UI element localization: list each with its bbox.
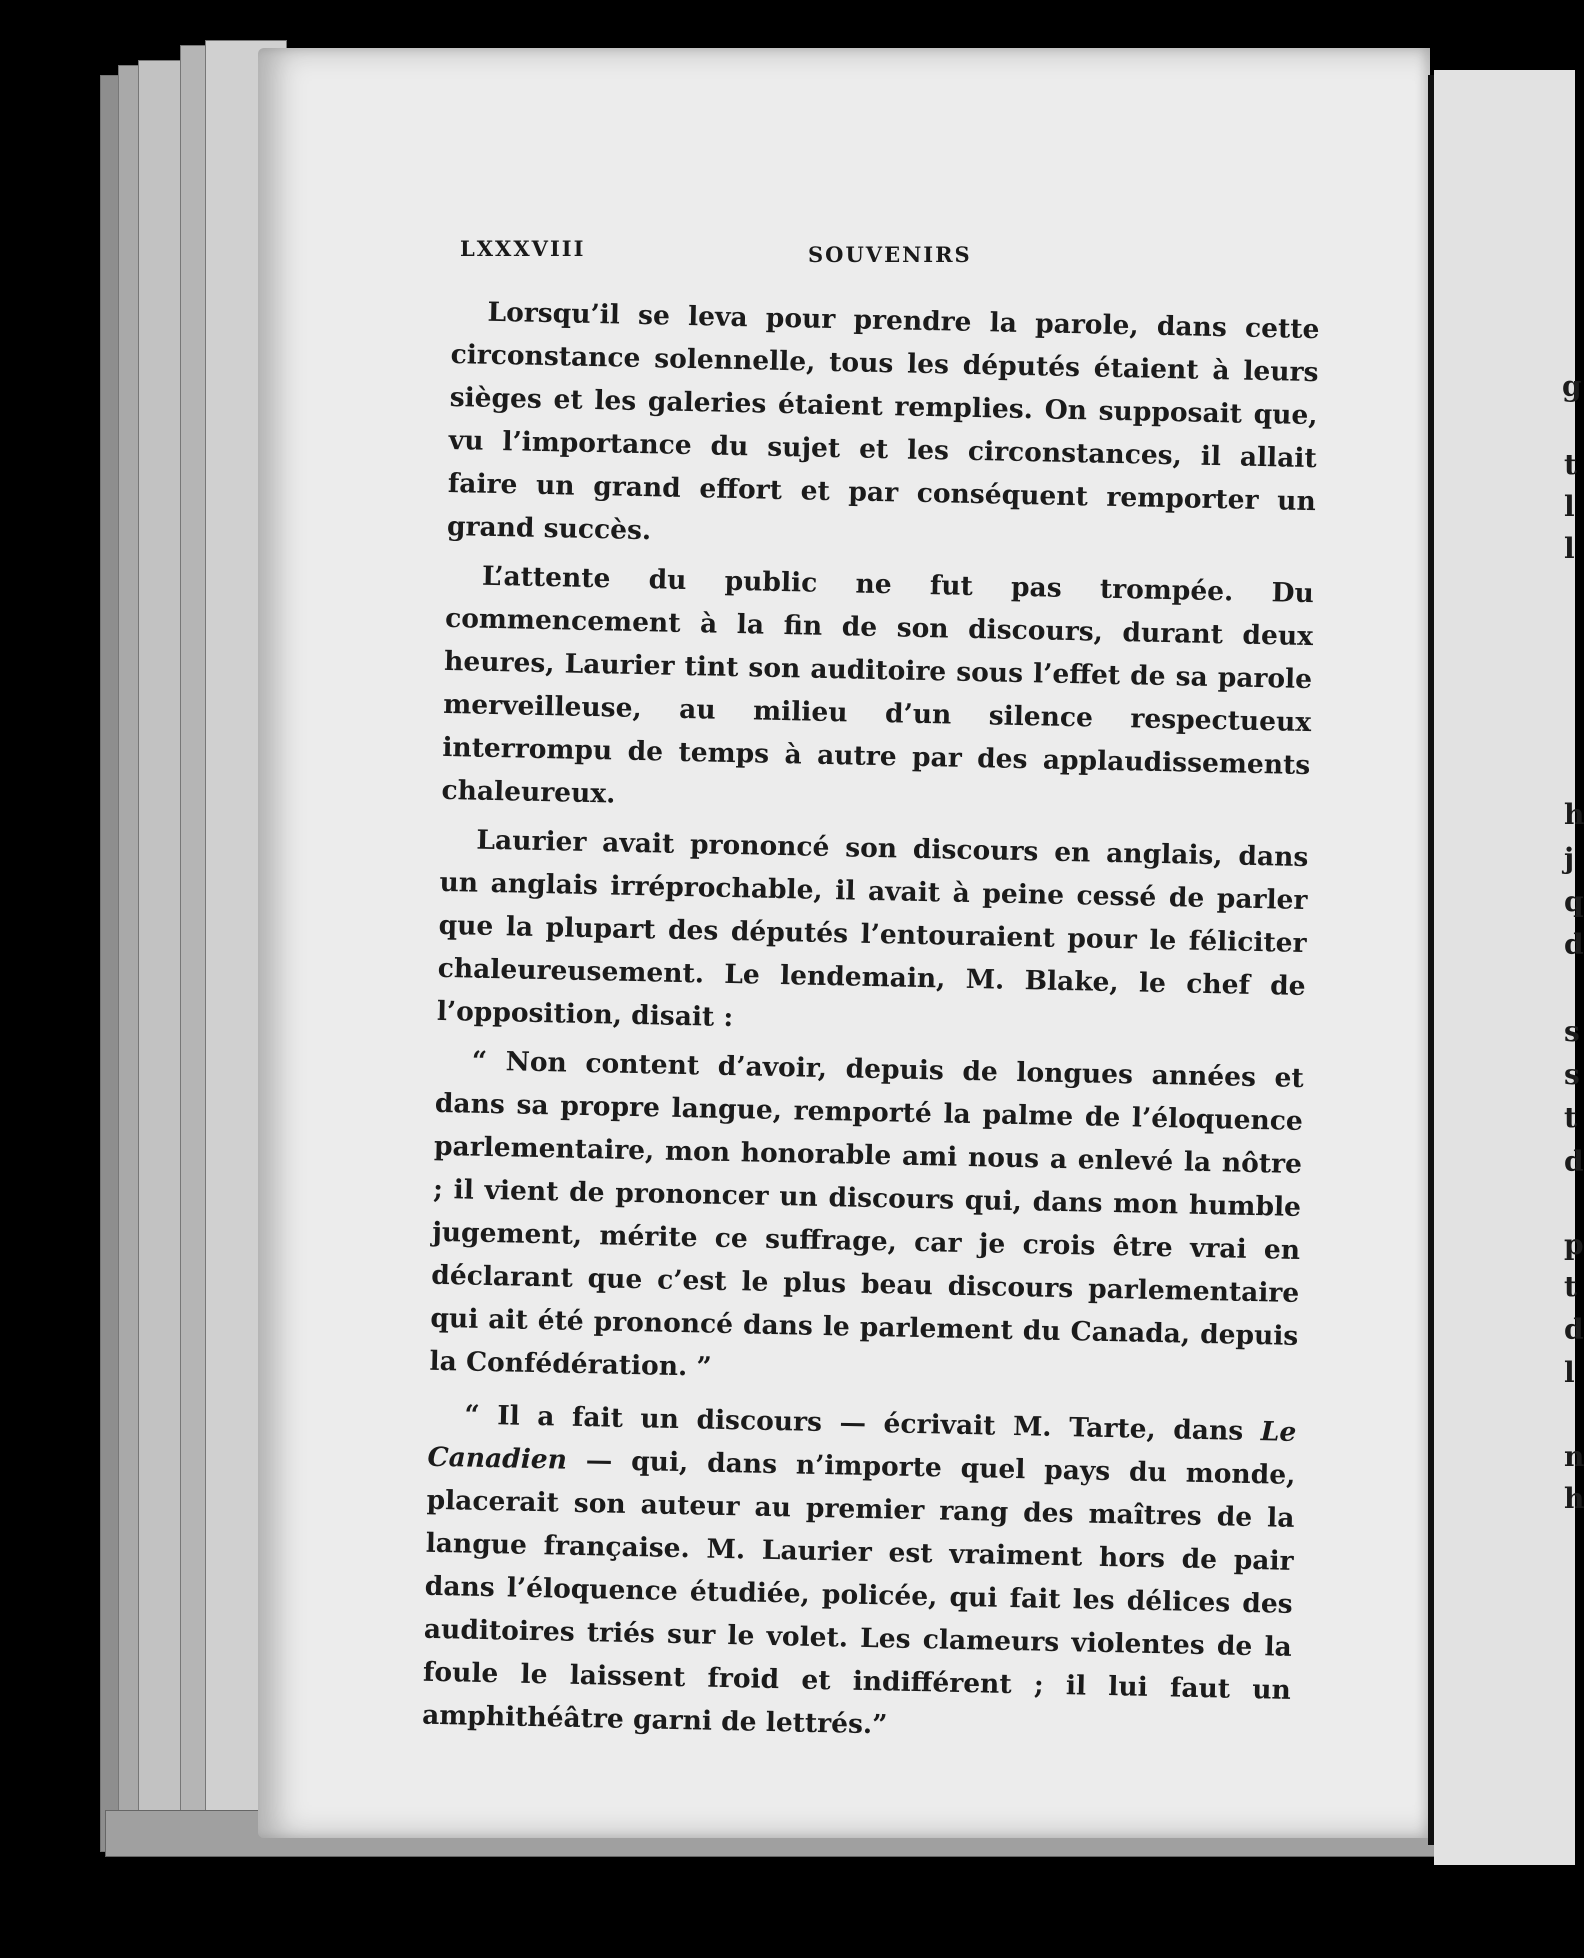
facing-page-fragment: g [1562,370,1582,403]
quotation-paragraph: “ Non content d’avoir, depuis de longues années et dans sa propre langue, remporté la palme de l’éloquence parlementaire, mon honorable ami nous a enlevé la nôtre ; il vient de prononcer un discours qui, dans mon humble jugement, mérite ce suffrage, car je crois être vrai en déclarant que c’est le plus beau discours parlementaire qui ait été prononcé dans le parlement du Canada, depuis la Confédération. ” [429,1045,1304,1383]
page-number: LXXXVIII [460,236,586,261]
quote-text: “ Il a fait un discours — écrivait M. Tarte, dans [464,1399,1262,1448]
facing-page-fragment: t [1564,1101,1577,1134]
facing-page-fragment: h [1564,1482,1584,1515]
facing-page-fragment: t [1564,448,1577,481]
quotation-paragraph [422,1393,1297,1755]
facing-page-fragment: l [1564,532,1575,565]
facing-page-fragment: h [1564,798,1584,831]
facing-page-fragment: q [1564,885,1584,918]
body-text [421,290,1319,1765]
facing-page-fragment: t [1564,1270,1577,1303]
paragraph: Laurier avait prononcé son discours en anglais, dans un anglais irréprochable, il avait à peine cessé de parler que la plupart des députés l’entouraient pour le féliciter chaleureusement. Le lendemain, M. Blake, le chef de l’opposition, disait : [436,824,1309,1034]
facing-page-fragment: s [1564,1015,1580,1048]
facing-page-fragment: d [1564,1313,1584,1346]
newspaper-title: Le Canadien [427,1416,1297,1476]
facing-page-fragment: d [1564,1145,1584,1178]
facing-page-fragment: s [1564,1058,1580,1091]
paragraph: L’attente du public ne fut pas trompée. Du commencement à la fin de son discours, durant deux heures, Laurier tint son auditoire sous l’effet de sa parole merveilleuse, au milieu d’un silence respectueux interrompu de temps à autre par des applaudissements chaleureux. [441,560,1315,810]
facing-page-fragment: d [1564,928,1584,961]
facing-page-fragment: j [1564,842,1575,875]
facing-page-fragment: l [1564,1356,1575,1389]
running-title: SOUVENIRS [808,242,972,267]
paragraph: Lorsqu’il se leva pour prendre la parole, dans cette circonstance solennelle, tous les députés étaient à leurs sièges et les galeries étaient remplies. On supposait que, vu l’importance du sujet et les circonstances, il allait faire un grand effort et par conséquent remporter un grand succès. [446,296,1320,547]
facing-page-fragment: l [1564,490,1575,523]
quote-text: — qui, dans n’importe quel pays du monde, placerait son auteur au premier rang des maîtres de la langue française. M. Laurier est vraiment hors de pair dans l’éloquence étudiée, policée, qui fait les délices des auditoires triés sur le volet. Les clameurs violentes de la foule le laissent froid et indifférent ; il lui faut un amphithéâtre garni de lettrés.” [421,1444,1296,1741]
facing-page [1434,70,1584,1865]
facing-page-fragment: p [1564,1228,1584,1261]
facing-page-fragment: n [1564,1440,1584,1473]
